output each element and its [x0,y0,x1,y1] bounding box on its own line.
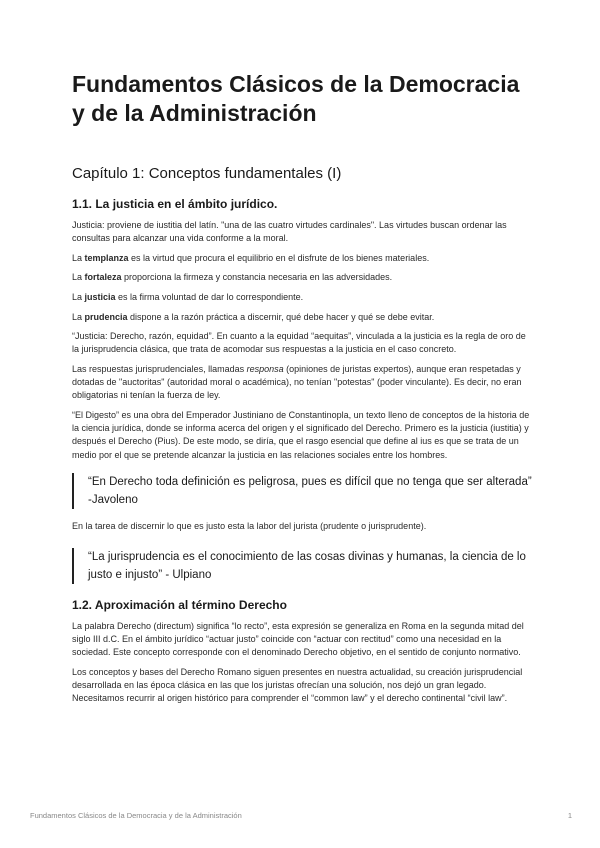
paragraph-digesto: “El Digesto” es una obra del Emperador Justiniano de Constantinopla, un texto lleno de conceptos de la historia de la ciencia jurídica, donde se informa acerca del origen y el significado del Derecho. Primero es la justicia (iustitia) y después el Derecho (Pius). De este modo, se diría, que el rasgo esencial que define al ius es que se trata de un medio por el que se pretende alcanzar la justicia en las relaciones sociales entre los hombres. [72,409,530,460]
blockquote-javoleno: “En Derecho toda definición es peligrosa, pues es difícil que no tenga que ser alterada” -Javoleno [72,473,532,509]
term-justicia: justicia [84,291,116,302]
paragraph-templanza: La templanza es la virtud que procura el equilibrio en el disfrute de los bienes materiales. [72,252,430,263]
chapter-title: Capítulo 1: Conceptos fundamentales (I) [72,165,342,182]
section-heading-1: 1.1. La justicia en el ámbito jurídico. [72,197,278,211]
paragraph-directum: La palabra Derecho (directum) significa “lo recto”, esta expresión se generaliza en Roma en la segunda mitad del siglo III d.C. En el ámbito jurídico “actuar justo” coincide con “actuar con rectitud” como una necesidad en la sociedad. Este concepto corresponde con el denominado Derecho objetivo, en el sentido de conjunto normativo. [72,620,524,658]
paragraph-prudencia: La prudencia dispone a la razón práctica a discernir, qué debe hacer y qué se debe evitar. [72,311,435,322]
document-title: Fundamentos Clásicos de la Democracia y de la Administración [72,71,520,126]
blockquote-ulpiano: “La jurisprudencia es el conocimiento de las cosas divinas y humanas, la ciencia de lo justo e injusto” - Ulpiano [72,548,532,584]
term-fortaleza: fortaleza [84,272,122,283]
paragraph-justicia: La justicia es la firma voluntad de dar lo correspondiente. [72,291,304,302]
paragraph-fortaleza: La fortaleza proporciona la firmeza y constancia necesaria en las adversidades. [72,272,393,283]
footer-title: Fundamentos Clásicos de la Democracia y de la Administración [30,811,242,820]
paragraph-jurista: En la tarea de discernir lo que es justo esta la labor del jurista (prudente o jurisprudente). [72,520,427,531]
paragraph-derecho-romano: Los conceptos y bases del Derecho Romano siguen presentes en nuestra actualidad, su creación jurisprudencial desarrollada en las época clásica en las que los juristas ofrecían una solución, nos dejó un gran legado. Necesitamos recurrir al origen histórico para comprender el “common law” y el derecho continental “civil law”. [72,666,523,704]
section-heading-2: 1.2. Aproximación al término Derecho [72,597,287,612]
page-number: 1 [567,811,572,820]
paragraph-responsa: Las respuestas jurisprudenciales, llamadas responsa (opiniones de juristas expertos), aunque eran respetadas y dotadas de "auctoritas" (autoridad moral o académica), no tenían "potestas" (poder vinculante). Es decir, no eran obligatorias ni tenían la fuerza de ley. [72,363,522,401]
paragraph-justicia-definition: Justicia: proviene de iustitia del latín. "una de las cuatro virtudes cardinales". Las virtudes buscan ordenar las consultas para alcanzar una vida conforme a la moral. [72,220,507,244]
page-footer [30,811,572,820]
term-templanza: templanza [84,252,129,263]
term-responsa: responsa [246,363,284,374]
paragraph-equidad: “Justicia: Derecho, razón, equidad”. En cuanto a la equidad “aequitas”, vinculada a la justicia es la regla de oro de la jurisprudencia clásica, que trata de acomodar sus respuestas a la justicia en el caso concreto. [72,331,526,355]
page-content [72,70,532,712]
term-prudencia: prudencia [84,311,128,322]
